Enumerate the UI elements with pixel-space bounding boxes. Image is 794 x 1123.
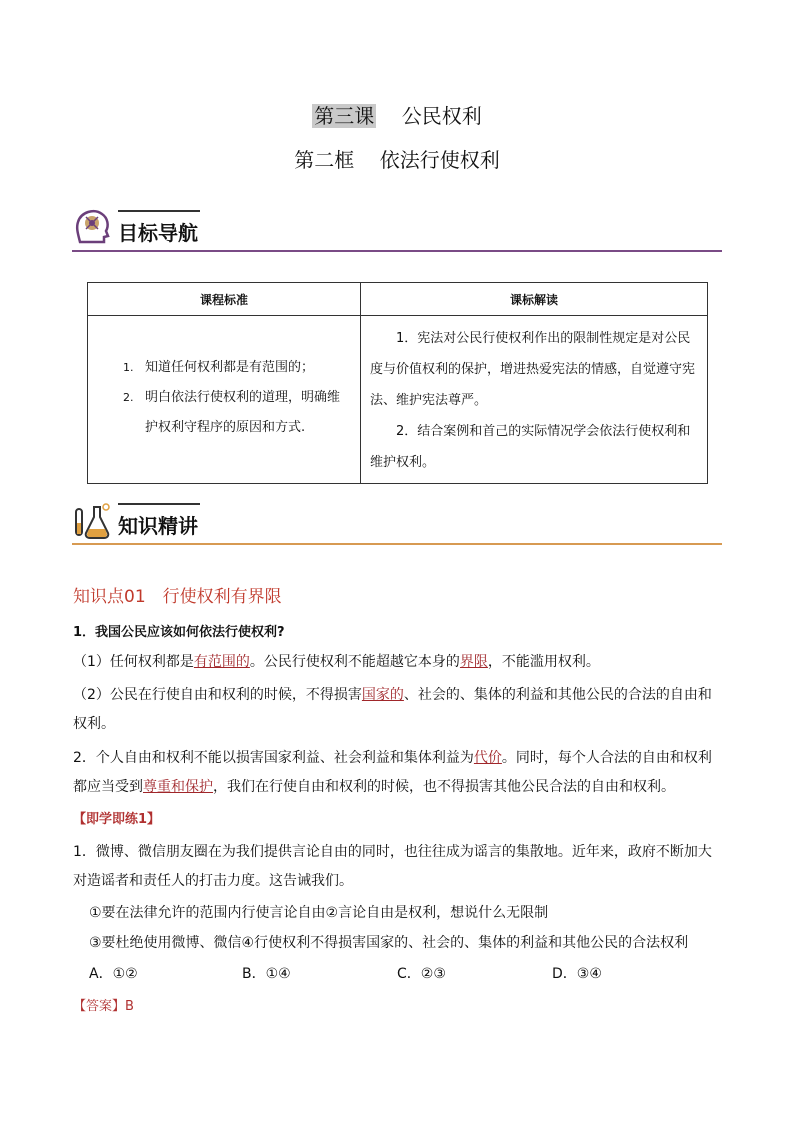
option-b[interactable]: B．①④ bbox=[242, 966, 291, 982]
header-top-rule bbox=[118, 503, 200, 505]
option-c[interactable]: C．②③ bbox=[397, 966, 446, 982]
list-item: 2. 明白依法行使权利的道理，明确维 bbox=[123, 390, 341, 405]
frame-name: 依法行使权利 bbox=[379, 148, 500, 172]
lesson-name: 公民权利 bbox=[401, 104, 482, 128]
option-d[interactable]: D．③④ bbox=[552, 966, 602, 982]
practice-question: 1．微博、微信朋友圈在为我们提供言论自由的同时，也往往成为谣言的集散地。近年来，政府不断加大对造谣者和责任人的打击力度。这告诫我们。 bbox=[73, 844, 712, 889]
header-bottom-rule bbox=[72, 543, 722, 545]
standards-cell bbox=[88, 316, 361, 484]
knowledge-paragraph: （2）公民在行使自由和权利的时候，不得损害国家的、社会的、集体的利益和其他公民的合法的自由和权利。 bbox=[73, 687, 712, 732]
knowledge-paragraph: 2．个人自由和权利不能以损害国家利益、社会利益和集体利益为代价。同时，每个人合法的自由和权利都应当受到尊重和保护，我们在行使自由和权利的时候，也不得损害其他公民合法的自由和权利。 bbox=[73, 750, 712, 795]
interpretation-paragraph: 1．宪法对公民行使权利作出的限制性规定是对公民度与价值权利的保护，增进热爱宪法的情感，自觉遵守宪法、维护宪法尊严。 bbox=[370, 331, 696, 408]
frame-title bbox=[0, 146, 794, 174]
answer-value: B bbox=[125, 999, 134, 1014]
head-brain-icon bbox=[72, 206, 114, 248]
table-header-row bbox=[88, 283, 708, 316]
frame-number: 第二框 bbox=[294, 148, 355, 172]
key-term: 有范围的 bbox=[193, 654, 250, 670]
list-item: 1. 知道任何权利都是有范围的； bbox=[123, 360, 315, 375]
answer-line bbox=[73, 992, 723, 1021]
goal-section-header bbox=[72, 210, 722, 260]
lesson-number: 第三课 bbox=[314, 104, 375, 128]
interpretation-cell bbox=[361, 316, 708, 484]
practice-label: 【即学即练1】 bbox=[73, 812, 161, 827]
goal-section-label: 目标导航 bbox=[118, 221, 198, 245]
header-top-rule bbox=[118, 210, 200, 212]
header-bottom-rule bbox=[72, 250, 722, 252]
interpretation-paragraph: 2．结合案例和首己的实际情况学会依法行使权利和维护权利。 bbox=[370, 424, 691, 470]
table-row bbox=[88, 316, 708, 484]
question-heading: 1．我国公民应该如何依法行使权利? bbox=[73, 625, 285, 640]
option-a[interactable]: A．①② bbox=[89, 966, 138, 982]
lesson-title bbox=[0, 102, 794, 130]
knowledge-point-title: 知识点01 行使权利有界限 bbox=[73, 587, 282, 607]
lab-flask-icon bbox=[72, 499, 114, 541]
knowledge-paragraph: （1）任何权利都是有范围的。公民行使权利不能超越它本身的界限，不能滥用权利。 bbox=[73, 654, 600, 670]
practice-statement: ①要在法律允许的范围内行使言论自由②言论自由是权利，想说什么无限制 bbox=[89, 905, 549, 921]
key-term: 尊重和保护 bbox=[143, 779, 213, 795]
key-term: 国家的 bbox=[361, 687, 404, 703]
practice-statement: ③要杜绝使用微博、微信④行使权利不得损害国家的、社会的、集体的利益和其他公民的合法权利 bbox=[89, 935, 689, 951]
knowledge-section-header bbox=[72, 503, 722, 553]
answer-label: 【答案】 bbox=[73, 999, 126, 1014]
col-header-standards: 课程标准 bbox=[88, 283, 361, 316]
knowledge-section-label: 知识精讲 bbox=[118, 514, 198, 538]
standards-table bbox=[87, 282, 708, 484]
key-term: 界限 bbox=[459, 654, 488, 670]
key-term: 代价 bbox=[473, 750, 502, 766]
col-header-interpretation: 课标解读 bbox=[361, 283, 708, 316]
list-item-continuation: 护权利守程序的原因和方式. bbox=[145, 420, 306, 435]
